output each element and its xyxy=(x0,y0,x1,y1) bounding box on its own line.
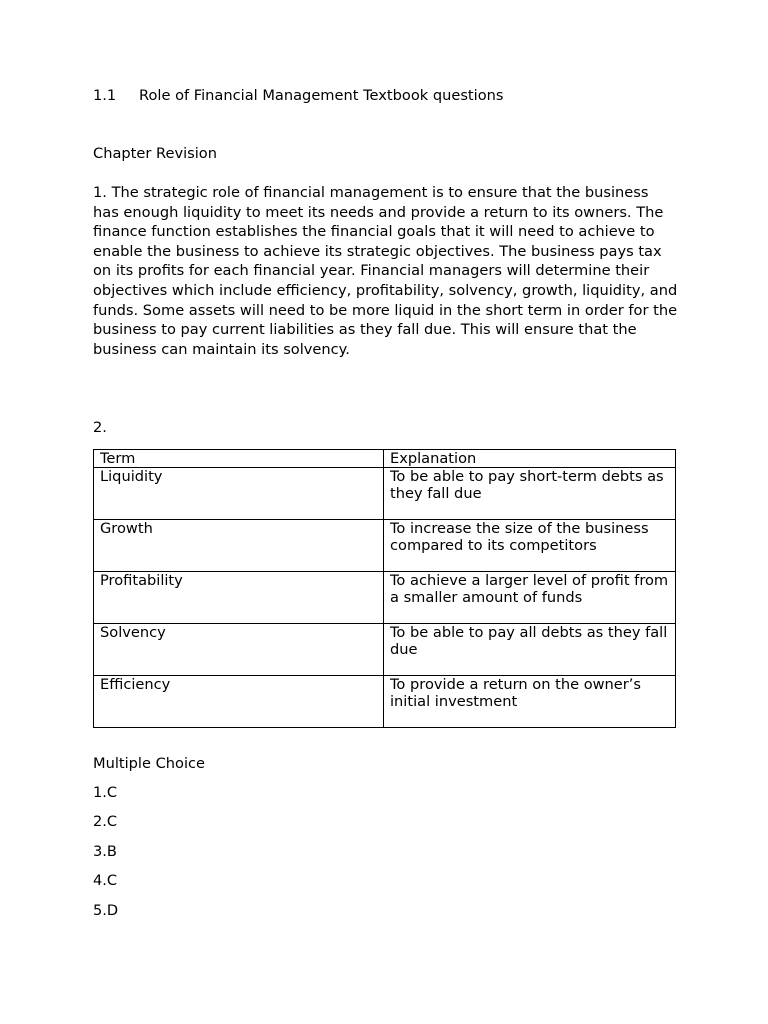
list-item: 5.D xyxy=(93,901,119,919)
question-1-answer: 1. The strategic role of financial management is to ensure that the business has enough liquidity to meet its needs and provide a return to its owners. The finance function establishes the financial goals that it will need to achieve to enable the business to achieve its strategic objectives. The business pays tax on its profits for each financial year. Financial managers will determine their objectives which include efficiency, profitability, solvency, growth, liquidity, and funds. Some assets will need to be more liquid in the short term in order for the business to pay current liabilities as they fall due. This will ensure that the business can maintain its solvency. xyxy=(93,184,678,358)
table-row xyxy=(94,676,676,728)
explanation-cell: To achieve a larger level of profit from a smaller amount of funds xyxy=(384,572,676,624)
explanation-cell: To be able to pay short-term debts as they fall due xyxy=(384,468,676,520)
explanation-cell: To provide a return on the owner’s initial investment xyxy=(384,676,676,728)
question-2-label: 2. xyxy=(93,419,107,436)
term-cell: Liquidity xyxy=(94,468,384,520)
multiple-choice-answers xyxy=(93,783,118,930)
term-cell: Growth xyxy=(94,520,384,572)
list-item: 1.C xyxy=(93,784,118,801)
multiple-choice-title: Multiple Choice xyxy=(93,755,206,772)
table-row xyxy=(94,468,676,520)
header-explanation: Explanation xyxy=(384,450,676,468)
term-cell: Profitability xyxy=(94,572,384,624)
list-item: 3.B xyxy=(93,842,117,860)
document-heading xyxy=(93,86,504,106)
chapter-revision-title: Chapter Revision xyxy=(93,145,217,162)
terms-table xyxy=(93,449,676,728)
explanation-cell: To increase the size of the business compared to its competitors xyxy=(384,520,676,572)
heading-title: Role of Financial Management Textbook questions xyxy=(139,87,504,104)
explanation-cell: To be able to pay all debts as they fall due xyxy=(384,624,676,676)
list-item: 4.C xyxy=(93,872,118,890)
term-cell: Efficiency xyxy=(94,676,384,728)
table-row xyxy=(94,520,676,572)
table-header-row xyxy=(94,450,676,468)
list-item: 2.C xyxy=(93,813,118,831)
table-row xyxy=(94,624,676,676)
table-row xyxy=(94,572,676,624)
term-cell: Solvency xyxy=(94,624,384,676)
header-term: Term xyxy=(94,450,384,468)
heading-number: 1.1 xyxy=(93,87,117,104)
